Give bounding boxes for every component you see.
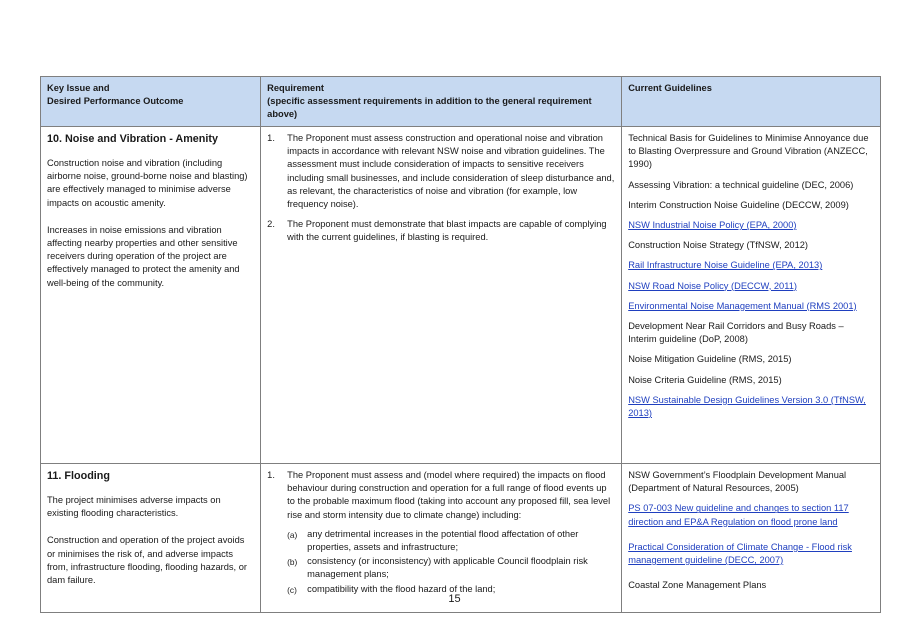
- sub-item-label: (c): [287, 584, 297, 595]
- requirement-text: The Proponent must assess and (model where required) the impacts on flood behaviour during construction and operation for a full range of flood events up to the probable maximum flood (taking into account any proposed fill, sea level rise and storm intensity due to climate change) including:: [287, 470, 611, 520]
- requirement-cell: [261, 127, 622, 464]
- sub-item-text: consistency (or inconsistency) with applicable Council floodplain risk management plans;: [307, 556, 588, 580]
- outcome-paragraph: The project minimises adverse impacts on existing flooding characteristics.: [47, 495, 221, 519]
- sub-item-label: (a): [287, 529, 298, 540]
- guideline-item: Construction Noise Strategy (TfNSW, 2012): [628, 240, 809, 251]
- guideline-item: Interim Construction Noise Guideline (DECCW, 2009): [628, 199, 849, 210]
- header-key-issue-line2: Desired Performance Outcome: [47, 96, 184, 107]
- requirements-table: [40, 76, 881, 613]
- guideline-item: Noise Mitigation Guideline (RMS, 2015): [628, 354, 792, 365]
- guideline-item: Noise Criteria Guideline (RMS, 2015): [628, 374, 782, 385]
- guideline-link[interactable]: PS 07-003 New guideline and changes to section 117 direction and EP&A Regulation on flood prone land: [628, 503, 849, 527]
- page-number: 15: [448, 593, 461, 605]
- requirement-item: [267, 218, 615, 244]
- guideline-item: Coastal Zone Management Plans: [628, 580, 767, 591]
- sub-item-list: [287, 528, 615, 596]
- guidelines-cell: [622, 127, 881, 464]
- requirement-number: 1.: [267, 470, 275, 480]
- requirement-cell: [261, 464, 622, 613]
- requirement-list: [267, 132, 615, 245]
- header-key-issue: [41, 77, 261, 127]
- requirement-text: The Proponent must demonstrate that blast impacts are capable of complying with the current guidelines, if blasting is required.: [287, 219, 607, 243]
- sub-item-text: compatibility with the flood hazard of the land;: [307, 583, 496, 594]
- sub-item: [287, 555, 615, 581]
- guideline-item: Assessing Vibration: a technical guideline (DEC, 2006): [628, 179, 854, 190]
- guideline-link[interactable]: NSW Road Noise Policy (DECCW, 2011): [628, 280, 797, 291]
- header-current-guidelines: Current Guidelines: [622, 77, 881, 127]
- guideline-link[interactable]: Environmental Noise Management Manual (RMS 2001): [628, 300, 857, 311]
- guideline-link[interactable]: Practical Consideration of Climate Change - Flood risk management guideline (DECC, 2007): [628, 541, 852, 566]
- issue-title: 10. Noise and Vibration - Amenity: [47, 133, 218, 145]
- header-requirement-line2: (specific assessment requirements in addition to the general requirement above): [267, 96, 592, 120]
- requirement-item: [267, 132, 615, 211]
- requirement-number: 2.: [267, 219, 275, 230]
- outcome-paragraph: Construction noise and vibration (including airborne noise, ground-borne noise and blasting) are effectively managed to minimise adverse impacts on acoustic amenity.: [47, 158, 248, 208]
- requirement-item: [267, 469, 615, 596]
- guideline-link[interactable]: NSW Industrial Noise Policy (EPA, 2000): [628, 220, 797, 231]
- issue-title: 11. Flooding: [47, 470, 110, 482]
- key-issue-cell: [41, 127, 261, 464]
- requirement-number: 1.: [267, 133, 275, 143]
- outcome-paragraph: Construction and operation of the project avoids or minimises the risk of, and adverse impacts from, infrastructure flooding, flooding hazards, or dam failure.: [47, 535, 247, 586]
- sub-item: [287, 528, 615, 554]
- requirement-text: The Proponent must assess construction and operational noise and vibration impacts in accordance with relevant NSW noise and vibration guidelines. The assessment must include consideration of impacts to sensitive receivers including small businesses, and include consideration of sleep disturbance and, as relevant, the characteristics of noise and vibration (for example, low frequency noise).: [287, 133, 615, 210]
- guideline-link[interactable]: NSW Sustainable Design Guidelines Version 3.0 (TfNSW, 2013): [628, 394, 866, 419]
- key-issue-cell: [41, 464, 261, 613]
- table-row-flooding: [41, 464, 881, 613]
- table-header-row: [41, 77, 881, 127]
- guideline-item: NSW Government’s Floodplain Development Manual (Department of Natural Resources, 2005): [628, 470, 847, 494]
- guideline-item: Development Near Rail Corridors and Busy Roads – Interim guideline (DoP, 2008): [628, 321, 844, 345]
- header-key-issue-line1: Key Issue and: [47, 83, 110, 93]
- guideline-link[interactable]: Rail Infrastructure Noise Guideline (EPA, 2013): [628, 260, 823, 271]
- header-requirement: [261, 77, 622, 127]
- requirement-list: [267, 469, 615, 596]
- table-row-noise-vibration: [41, 127, 881, 464]
- guideline-item: Technical Basis for Guidelines to Minimise Annoyance due to Blasting Overpressure and Ground Vibration (ANZECC, 1990): [628, 133, 869, 170]
- sub-item-text: any detrimental increases in the potential flood affectation of other properties, assets and infrastructure;: [307, 528, 579, 553]
- guidelines-cell: [622, 464, 881, 613]
- outcome-paragraph: Increases in noise emissions and vibration affecting nearby properties and other sensitive receivers during operation of the project are effectively managed to protect the amenity and well-being of the community.: [47, 224, 240, 288]
- sub-item-label: (b): [287, 557, 298, 568]
- header-requirement-line1: Requirement: [267, 83, 324, 93]
